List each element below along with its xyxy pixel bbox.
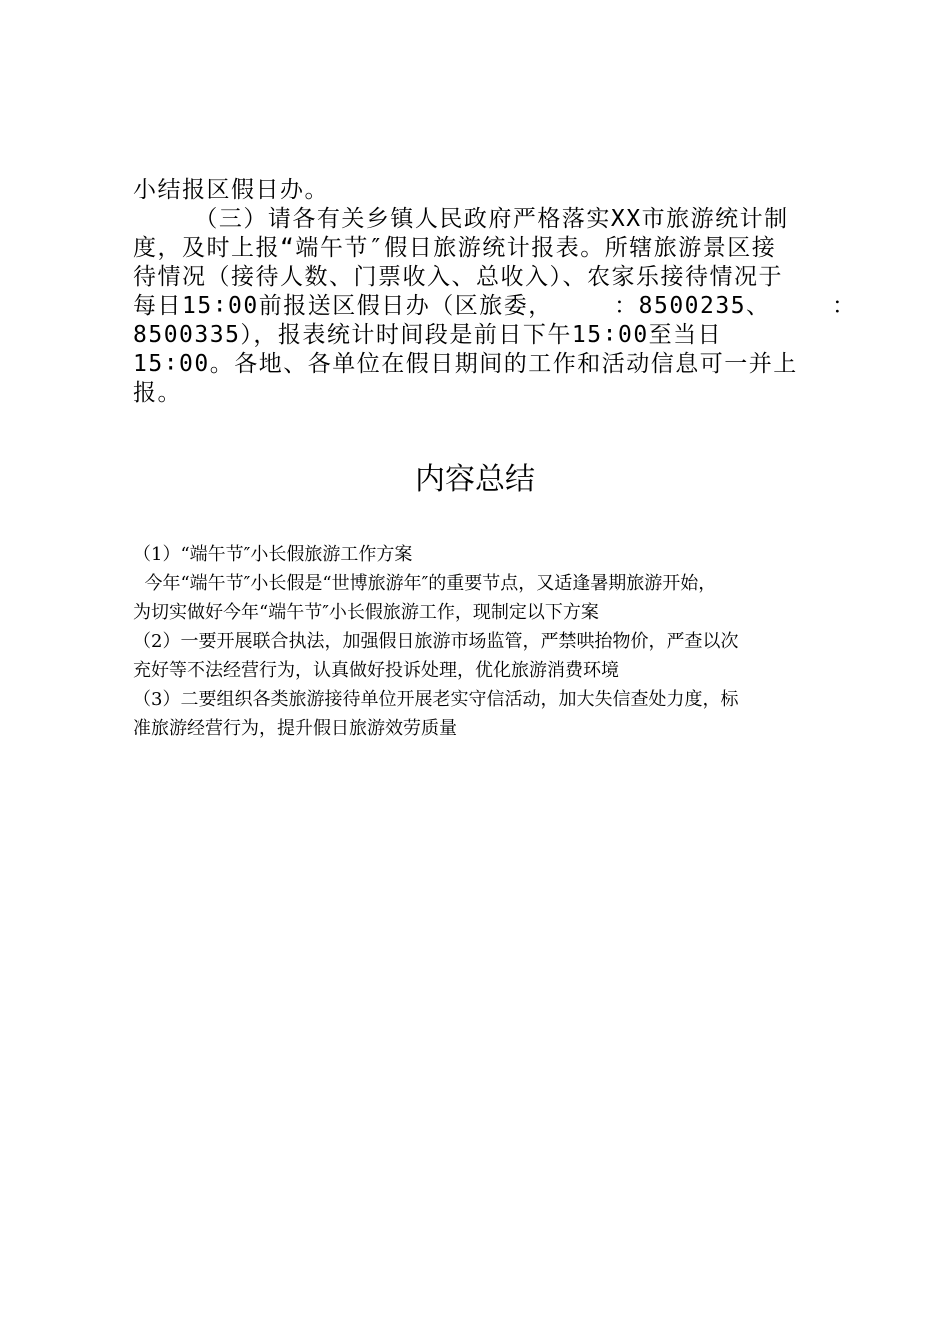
body-line: 15∶00。各地、各单位在假日期间的工作和活动信息可一并上	[133, 351, 798, 377]
body-line: 小结报区假日办。	[133, 177, 329, 203]
summary-line: 为切实做好今年“端午节″小长假旅游工作，现制定以下方案	[133, 602, 599, 623]
body-line: 度，及时上报“端午节″假日旅游统计报表。所辖旅游景区接	[133, 235, 777, 261]
summary-line: 充好等不法经营行为，认真做好投诉处理，优化旅游消费环境	[133, 660, 619, 681]
summary-title: 内容总结	[415, 462, 535, 497]
summary-line: 准旅游经营行为，提升假日旅游效劳质量	[133, 718, 457, 739]
body-line: 8500335），报表统计时间段是前日下午15∶00至当日	[133, 322, 723, 348]
summary-line: （3）二要组织各类旅游接待单位开展老实守信活动，加大失信查处力度，标	[133, 689, 739, 710]
body-paragraph	[133, 176, 857, 408]
body-line: 报。	[133, 380, 182, 406]
body-line: （三）请各有关乡镇人民政府严格落实XX市旅游统计制	[133, 206, 789, 232]
summary-line: （2）一要开展联合执法，加强假日旅游市场监管，严禁哄抬物价，严查以次	[133, 631, 739, 652]
body-line: 每日15∶00前报送区假日办（区旅委， ：8500235、 ：	[133, 293, 857, 319]
summary-paragraph	[133, 540, 833, 743]
summary-line: （1）“端午节″小长假旅游工作方案	[133, 544, 413, 565]
body-line: 待情况（接待人数、门票收入、总收入）、农家乐接待情况于	[133, 264, 783, 290]
summary-line: 今年“端午节″小长假是“世博旅游年″的重要节点，又适逢暑期旅游开始，	[133, 573, 717, 594]
